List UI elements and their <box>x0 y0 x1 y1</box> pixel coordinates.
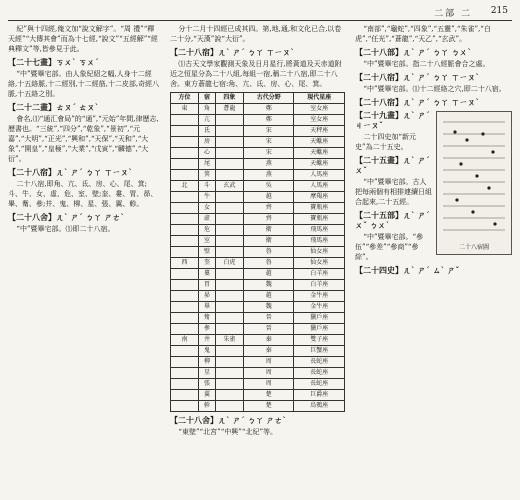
table-cell: 亢 <box>199 115 216 126</box>
table-cell: 晉 <box>243 313 294 324</box>
table-row <box>171 346 345 357</box>
table-cell: 楚 <box>243 401 294 412</box>
table-cell: 晉 <box>243 324 294 335</box>
table-cell: 寶瓶座 <box>294 214 345 225</box>
entry-heading: 【二十五部】ㄦˋ ㄕˊ ㄨˇ ㄅㄨˋ <box>355 210 430 230</box>
table-cell: 齊 <box>243 203 294 214</box>
table-cell: 畢 <box>199 302 216 313</box>
table-cell <box>215 247 243 258</box>
table-header: 宿 <box>199 93 216 104</box>
table-cell: 宋 <box>243 126 294 137</box>
lunar-mansions-table <box>170 92 345 412</box>
table-cell <box>215 368 243 379</box>
star-dot <box>487 186 490 189</box>
table-cell <box>215 137 243 148</box>
table-cell <box>171 126 199 137</box>
table-cell: 東 <box>171 104 199 115</box>
star-map-illustration <box>437 112 511 242</box>
star-dot <box>481 132 484 135</box>
entry-heading: 【二十八宿】ㄦˋ ㄕˊ ㄅㄚ ㄒㄧㄡˋ <box>355 97 480 107</box>
entry-heading: 【二十七畫】ㄎㄨˋ ㄎㄨˊ <box>8 57 99 67</box>
entry-heading: 【二十九畫】ㄦˋ ㄕˊ ㄐㄧㄡˇ <box>355 110 430 130</box>
table-cell: 楚 <box>243 390 294 401</box>
table-cell <box>171 401 199 412</box>
table-cell <box>215 225 243 236</box>
table-row <box>171 181 345 192</box>
paragraph: 紀”與十四經,俺文加“說文解字”。“周 禮”“釋天經”“大傳其會”而為十七經,“說文”“五經解”“經典釋文”等,皆參見于此。 <box>8 25 158 53</box>
table-cell: 衛 <box>243 225 294 236</box>
paragraph: 會名,⑴“通汇會局”的“通”,“元始”年間,律歷志,歷書也。“三統”,“四分”,“乾象”,“景初”,“元嘉”,“大明”,“正光”,“興和”,“天保”,“天和”,“大象”,“開皇”,“皇極”,“大業”,“戊寅”,“麟德”,“大衍”。 <box>8 115 159 163</box>
table-cell: 雙子座 <box>294 335 345 346</box>
table-cell <box>215 203 243 214</box>
table-cell <box>171 225 199 236</box>
table-row <box>171 137 345 148</box>
table-cell: 女 <box>199 203 216 214</box>
table-cell: 觜 <box>199 313 216 324</box>
table-cell <box>171 192 199 203</box>
table-cell <box>171 203 199 214</box>
star-dot <box>475 174 478 177</box>
table-cell: 白羊座 <box>294 280 345 291</box>
paragraph: “中”暨畢宅部。指二十八經脈會合之處。 <box>363 60 490 68</box>
table-cell: 軫 <box>199 401 216 412</box>
table-row <box>171 401 345 412</box>
table-cell: 齊 <box>243 214 294 225</box>
table-cell <box>171 313 199 324</box>
entry-heading: 【二十八宿】ㄦˋ ㄕˊ ㄅㄚ ㄒㄧㄡˋ <box>355 72 480 82</box>
table-cell: 越 <box>243 192 294 203</box>
table-cell: 張 <box>199 379 216 390</box>
paragraph: “中”暨畢宅部。“參伍”“參差”“參商”“參綜”。 <box>355 233 424 261</box>
table-row <box>171 324 345 335</box>
table-row <box>171 170 345 181</box>
table-cell <box>171 247 199 258</box>
table-cell <box>215 324 243 335</box>
table-cell <box>215 170 243 181</box>
table-cell <box>215 379 243 390</box>
table-cell: 鬼 <box>199 346 216 357</box>
table-cell: 房 <box>199 137 216 148</box>
table-cell: 玄武 <box>215 181 243 192</box>
table-row <box>171 313 345 324</box>
table-row <box>171 269 345 280</box>
table-row <box>171 247 345 258</box>
table-cell: 人馬座 <box>294 181 345 192</box>
table-cell <box>215 269 243 280</box>
table-cell: 翼 <box>199 390 216 401</box>
table-cell: 吳 <box>243 181 294 192</box>
table-cell: 魯 <box>243 258 294 269</box>
paragraph: 二十四史加“新元史”為二十五史。 <box>355 133 416 151</box>
text-column-2 <box>170 24 345 492</box>
figure-caption: 二十八宿圖 <box>458 244 489 251</box>
star-dot <box>453 130 456 133</box>
star-dot <box>455 198 458 201</box>
table-row <box>171 126 345 137</box>
paragraph: “中”暨畢宅部。古人把每兩個有相排連續日組合起來,二十五經。 <box>355 178 432 206</box>
table-cell: 金牛座 <box>294 302 345 313</box>
star-dot <box>491 150 494 153</box>
table-cell: 柳 <box>199 357 216 368</box>
table-row <box>171 302 345 313</box>
table-row <box>171 115 345 126</box>
table-cell <box>171 346 199 357</box>
table-cell: 周 <box>243 357 294 368</box>
table-cell <box>215 401 243 412</box>
table-cell: 魏 <box>243 280 294 291</box>
entry-heading: 【二十八宿】ㄦˋ ㄕˊ ㄅㄚ ㄒㄧㄡˋ <box>8 167 133 177</box>
table-row <box>171 379 345 390</box>
table-cell: 烏鴉座 <box>294 401 345 412</box>
paragraph: “中”暨畢宅部。由人象紀紹之幅,人身十二經絡,十五絡脈,十二經別,十二經筋,十二皮部,奇經八脈,十五絡之別。 <box>8 70 160 98</box>
paragraph: “中”暨畢宅部。⑴十二經絡之穴,即二十八宿。 <box>363 85 506 93</box>
table-cell: 飛馬座 <box>294 225 345 236</box>
table-cell <box>171 148 199 159</box>
table-cell <box>171 236 199 247</box>
table-cell: 天蠍座 <box>294 159 345 170</box>
table-header: 古代分野 <box>243 93 294 104</box>
table-row <box>171 368 345 379</box>
table-cell <box>171 280 199 291</box>
table-cell <box>171 269 199 280</box>
table-cell: 危 <box>199 225 216 236</box>
table-cell: 宋 <box>243 137 294 148</box>
table-cell <box>215 236 243 247</box>
table-cell: 仙女座 <box>294 258 345 269</box>
table-cell: 獵戶座 <box>294 324 345 335</box>
table-cell <box>215 291 243 302</box>
table-cell <box>171 170 199 181</box>
table-cell: 婁 <box>199 269 216 280</box>
table-cell <box>215 346 243 357</box>
table-cell: 星 <box>199 368 216 379</box>
header-title: 二部 二 <box>434 9 472 19</box>
table-cell: 井 <box>199 335 216 346</box>
table-cell: 尾 <box>199 159 216 170</box>
entry-heading: 【二十八舍】ㄦˋ ㄕˊ ㄅㄚ ㄕㄜˋ <box>170 415 287 425</box>
table-cell: 魏 <box>243 302 294 313</box>
table-cell: 巨爵座 <box>294 390 345 401</box>
table-cell: 摩羯座 <box>294 192 345 203</box>
text-column-1 <box>8 24 160 492</box>
table-cell: 室 <box>199 236 216 247</box>
entry-heading: 【二十八舍】ㄦˋ ㄕˊ ㄅㄚ ㄕㄜˋ <box>8 212 125 222</box>
table-cell <box>171 324 199 335</box>
table-row <box>171 258 345 269</box>
table-cell: 長蛇座 <box>294 379 345 390</box>
table-cell: 虛 <box>199 214 216 225</box>
table-cell <box>215 192 243 203</box>
table-row <box>171 357 345 368</box>
table-row <box>171 159 345 170</box>
table-row <box>171 104 345 115</box>
table-cell: 飛馬座 <box>294 236 345 247</box>
table-cell: 胃 <box>199 280 216 291</box>
paragraph: “中”暨畢宅部。⑴即二十八宿。 <box>16 225 115 233</box>
table-cell: 周 <box>243 379 294 390</box>
text-column-3 <box>355 24 512 492</box>
table-cell: 天蠍座 <box>294 137 345 148</box>
star-dot <box>493 222 496 225</box>
table-row <box>171 236 345 247</box>
table-cell <box>171 159 199 170</box>
table-cell: 壁 <box>199 247 216 258</box>
paragraph: 分十二月十四經已成其四。第,地,通,和文化已合,以卷二十分,“天漢”說“大衍”。 <box>170 25 342 43</box>
table-cell: 北 <box>171 181 199 192</box>
table-cell: 仙女座 <box>294 247 345 258</box>
star-dot <box>465 138 468 141</box>
table-cell: 獵戶座 <box>294 313 345 324</box>
table-cell: 心 <box>199 148 216 159</box>
table-row <box>171 335 345 346</box>
table-row <box>171 148 345 159</box>
table-cell: 參 <box>199 324 216 335</box>
table-cell: 天秤座 <box>294 126 345 137</box>
entry-heading: 【二十八宿】ㄦˋ ㄕˊ ㄅㄚ ㄒㄧㄡˋ <box>170 47 295 57</box>
star-map-figure <box>436 111 512 255</box>
table-cell <box>215 115 243 126</box>
table-header: 四象 <box>215 93 243 104</box>
table-cell: 衛 <box>243 236 294 247</box>
table-cell <box>171 137 199 148</box>
table-cell: 箕 <box>199 170 216 181</box>
table-cell: 金牛座 <box>294 291 345 302</box>
table-cell <box>171 357 199 368</box>
table-row <box>171 203 345 214</box>
table-cell <box>215 148 243 159</box>
table-cell <box>215 313 243 324</box>
table-cell: 鄭 <box>243 104 294 115</box>
table-cell: 宋 <box>243 148 294 159</box>
table-cell <box>171 302 199 313</box>
table-cell: 巨蟹座 <box>294 346 345 357</box>
table-cell: 氐 <box>199 126 216 137</box>
table-cell: 燕 <box>243 170 294 181</box>
paragraph: “東壁”“北宮”“中興”“北紀”等。 <box>178 428 278 436</box>
table-cell <box>171 214 199 225</box>
table-cell: 室女座 <box>294 104 345 115</box>
table-cell: 秦 <box>243 335 294 346</box>
table-cell <box>215 357 243 368</box>
table-header: 方位 <box>171 93 199 104</box>
page-number: 215 <box>490 6 508 16</box>
table-cell <box>171 115 199 126</box>
table-cell: 奎 <box>199 258 216 269</box>
table-cell: 天蠍座 <box>294 148 345 159</box>
table-cell <box>215 390 243 401</box>
table-cell: 周 <box>243 368 294 379</box>
table-cell <box>171 291 199 302</box>
table-cell <box>215 280 243 291</box>
table-cell: 南 <box>171 335 199 346</box>
table-cell <box>171 368 199 379</box>
table-row <box>171 280 345 291</box>
table-cell: 西 <box>171 258 199 269</box>
table-cell: 白虎 <box>215 258 243 269</box>
table-cell: 角 <box>199 104 216 115</box>
table-cell: 牛 <box>199 192 216 203</box>
table-cell: 蒼龍 <box>215 104 243 115</box>
star-dot <box>471 210 474 213</box>
table-cell: 人馬座 <box>294 170 345 181</box>
table-cell: 室女座 <box>294 115 345 126</box>
table-header: 現代星座 <box>294 93 345 104</box>
table-cell: 白羊座 <box>294 269 345 280</box>
entry-heading: 【二十五畫】ㄦˋ ㄕˊ ㄨˇ <box>355 155 430 175</box>
table-cell <box>215 214 243 225</box>
entry-heading: 【二十二畫】ㄊㄡˊ ㄊㄡˋ <box>8 102 99 112</box>
table-cell: 長蛇座 <box>294 357 345 368</box>
table-cell: 斗 <box>199 181 216 192</box>
paragraph: “南部”,“龜蛇”,“四象”,“五靈”,“朱雀”,“白虎”,“任光”,“蒼龍”,“天乙”,“玄武”。 <box>355 25 491 43</box>
table-cell: 鄭 <box>243 115 294 126</box>
table-cell: 長蛇座 <box>294 368 345 379</box>
table-cell: 朱雀 <box>215 335 243 346</box>
table-row <box>171 214 345 225</box>
table-cell <box>215 159 243 170</box>
table-cell <box>215 302 243 313</box>
table-row <box>171 192 345 203</box>
star-dot <box>459 162 462 165</box>
entry-heading: 【二十四史】ㄦˋ ㄕˊ ㄙˋ ㄕˇ <box>355 265 460 275</box>
table-row <box>171 291 345 302</box>
page-header <box>8 6 512 21</box>
table-cell: 趙 <box>243 269 294 280</box>
entry-heading: 【二十八部】ㄦˋ ㄕˊ ㄅㄚ ㄅㄨˋ <box>355 47 472 57</box>
table-cell: 魯 <box>243 247 294 258</box>
table-row <box>171 390 345 401</box>
paragraph: 二十八宿,即角、亢、氐、房、心、尾、箕;斗、牛、女、虛、危、室、壁;奎、婁、胃、昴、畢、觜、參;井、鬼、柳、星、張、翼、軫。 <box>8 180 158 208</box>
table-cell: 昴 <box>199 291 216 302</box>
table-row <box>171 225 345 236</box>
table-cell <box>215 126 243 137</box>
table-cell: 趙 <box>243 291 294 302</box>
table-cell: 寶瓶座 <box>294 203 345 214</box>
table-cell: 秦 <box>243 346 294 357</box>
table-cell <box>171 379 199 390</box>
table-cell <box>171 390 199 401</box>
paragraph: ⑴古天文學家觀測天象及日月星行,將黃道及天赤道附近之恒星分為二十八組,每組一宿,稱二十八宿,即二十八舍。東方蒼龍七宿:角、亢、氐、房、心、尾、箕。 <box>170 60 342 88</box>
table-cell: 燕 <box>243 159 294 170</box>
